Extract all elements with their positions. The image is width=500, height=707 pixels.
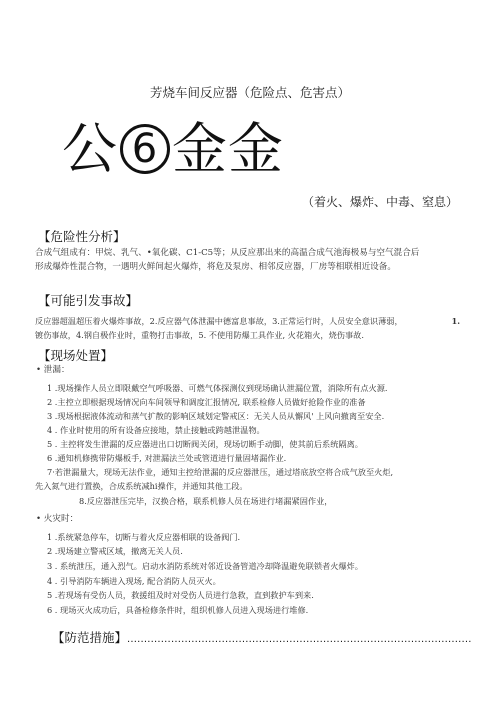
leak-item-2: 2 .主控立即根据现场情况向车间领导和调度汇报情况, 联系检修人员做好抢险作业的准备: [47, 397, 366, 407]
accidents-line-2: 镀伤事故，4.钢自极作业时，重物打击事故，5. 不使用防爆工具作业, 火花箱火，烧伤事故.: [35, 330, 364, 340]
glyph-b: 金: [172, 117, 229, 181]
prevention-dots: ......................................................................................................: [127, 634, 472, 645]
leak-item-3: 3 .现场根据液体流动和蒸气扩散的影响区域划定警戒区：无关人员从懈风' 上风向撤离至安全.: [47, 411, 385, 421]
accidents-note: 1.: [451, 316, 460, 326]
leak-label: • 泄漏：: [36, 365, 70, 375]
risk-line-1: 合成气组成有：甲烷、乳气、•氧化碳、C1-C5等；从反应那出来的高温合成气池海极易与空气混合后: [35, 248, 420, 258]
accidents-line-1: 反应器超温超压着火爆炸事故，2.反应器气体泄漏中德富息事故，3.正常运行时，人员安全意识薄弱，: [35, 316, 403, 326]
risk-line-2: 形成爆炸性混合物，一遇明火鲜间起火爆炸，将危及泵房、相邻反应器，厂房等相联相近设备。: [35, 262, 396, 272]
glyph-c: 金: [228, 117, 285, 181]
fire-item-2: 2 .现场建立警戒区域，撤离无关人员.: [47, 546, 183, 556]
hazard-glyph-banner: [62, 118, 284, 180]
leak-item-1: 1 .现场操作人员立即限戴空气呼吸器、可燃气体探测仪到现场确认泄漏位置，消除所有点火源.: [47, 383, 388, 393]
section-heading-accidents: 【可能引发事故】: [38, 293, 139, 308]
fire-item-6: 6 . 现场灭火成功后，具备检修条件时，组织机修人员进入现场进行堆修.: [47, 605, 309, 615]
leak-item-8: 8.反应器泄压完毕，汉换合格，联系机修人员在场进行堵漏紧固作业，: [79, 496, 333, 506]
fire-label: • 火灾时：: [36, 514, 79, 524]
glyph-a: 公: [62, 117, 119, 181]
leak-item-4: 4 . 作业时使用的所有设备应接地，禁止接触或跨越泄温物。: [47, 425, 265, 435]
fire-item-1: 1 .系统紧急停车，切断与着火反应器相联的设备阀门.: [47, 532, 241, 542]
page-title: 芳烧车间反应器（危险点、危害点）: [149, 85, 350, 100]
fire-item-3: 3 . 系统泄压，通入烈气。启动水消防系统对邻近设备管道冷却降温避免联锁者火爆炸。: [47, 561, 363, 571]
fire-item-4: 4 . 引导消防车辆进入现场, 配合消防人员灭火。: [47, 576, 221, 586]
section-heading-risk: 【危险性分析】: [38, 229, 126, 244]
section-heading-prevention: [52, 628, 472, 646]
leak-item-5: 5 . 主控将发生泄漏的反应器进出口切断阀关闭，现场切断手动脚，使其前后系统隔离。: [47, 439, 363, 449]
section-heading-response: 【现场处置】: [38, 348, 114, 363]
leak-item-7-line-1: 7·若泄漏量大，现场无法作业，通知主控给泄漏的反应器泄压，通过塔底放空将合成气放至火炬,: [47, 467, 394, 477]
prevention-heading-text: 【防范措施】: [52, 630, 128, 645]
fire-item-5: 5 .若现场有受伤人员，救援组及时对受伤人员进行急救，直到救护车到来.: [47, 590, 314, 600]
hazard-types: （着火、爆炸、中毒、窒息）: [301, 195, 458, 209]
leak-item-7-line-2: 先入氮气进行置换，合成系统减hi操作，并通知其他工段。: [35, 481, 248, 491]
leak-item-6: 6 .通知机修携带防爆板手, 对泄漏法兰处或管道进行量固堵漏作业.: [47, 453, 287, 463]
circled-number-icon: 6: [120, 124, 170, 174]
